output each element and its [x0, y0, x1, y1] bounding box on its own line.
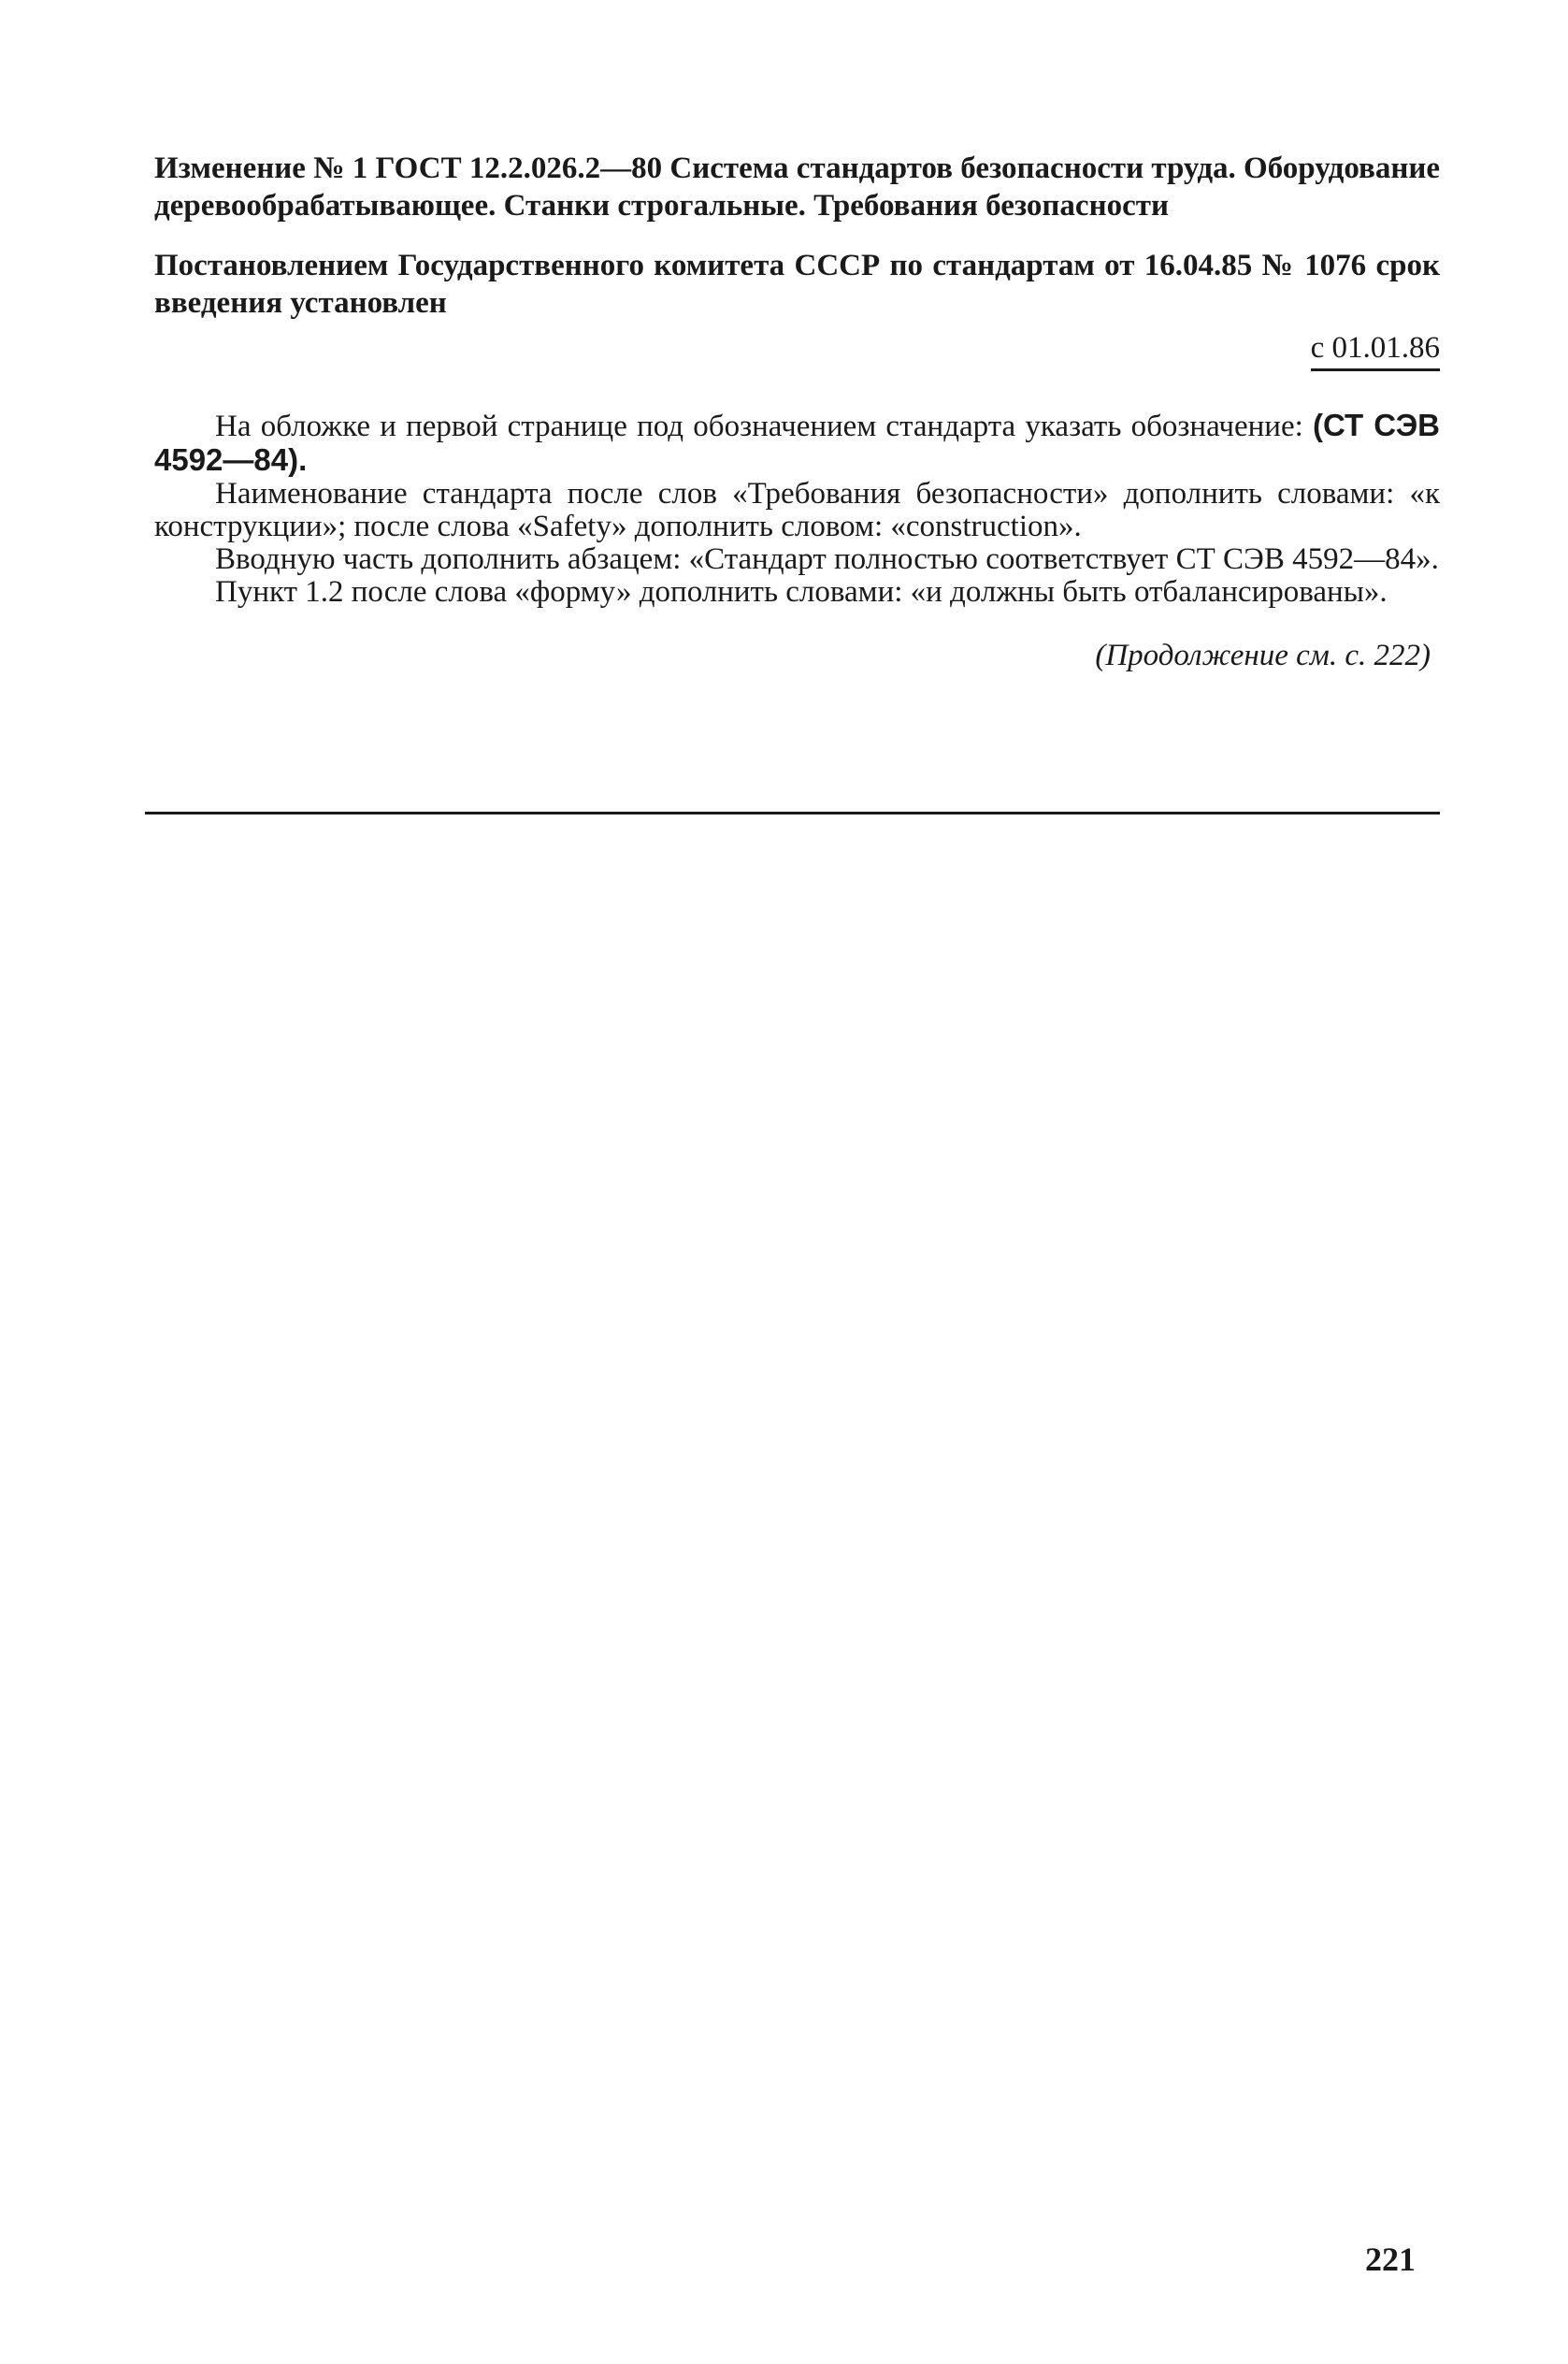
- paragraph-text: Пункт 1.2 после слова «форму» дополнить словами: «и должны быть отбалансированы».: [215, 575, 1388, 609]
- text-column: [154, 150, 1440, 674]
- paragraph-text: На обложке и первой странице под обозначением стандарта указать обозначение:: [215, 410, 1313, 443]
- decree-text: Постановлением Государственного комитета СССР по стандартам от 16.04.85 № 1076 срок введения установлен: [154, 249, 1440, 320]
- paragraph-cover-designation: [154, 409, 1440, 478]
- paragraph-text: Вводную часть дополнить абзацем: «Стандарт полностью соответствует СТ СЭВ 4592—84».: [215, 542, 1439, 576]
- paragraph-text: Наименование стандарта после слов «Требования безопасности» дополнить словами: «к конструкции»; после слова «Safety» дополнить словом: «construction».: [154, 477, 1440, 543]
- designation-bold: (СТ СЭВ 4592—84).: [154, 408, 1440, 477]
- amendment-body: [154, 409, 1440, 609]
- effective-date-value: с 01.01.86: [1311, 329, 1440, 371]
- effective-date: [154, 329, 1440, 371]
- continuation-note: (Продолжение см. с. 222): [1095, 639, 1431, 672]
- paragraph-clause-1-2: [154, 576, 1440, 609]
- paragraph-title-change: [154, 478, 1440, 543]
- amendment-heading: Изменение № 1 ГОСТ 12.2.026.2—80 Система стандартов безопасности труда. Оборудование деревообрабатывающее. Станки строгальные. Требования безопасности: [154, 151, 1440, 223]
- page-number: 221: [1365, 2241, 1416, 2278]
- horizontal-rule: [145, 812, 1440, 814]
- paragraph-introduction: [154, 543, 1440, 576]
